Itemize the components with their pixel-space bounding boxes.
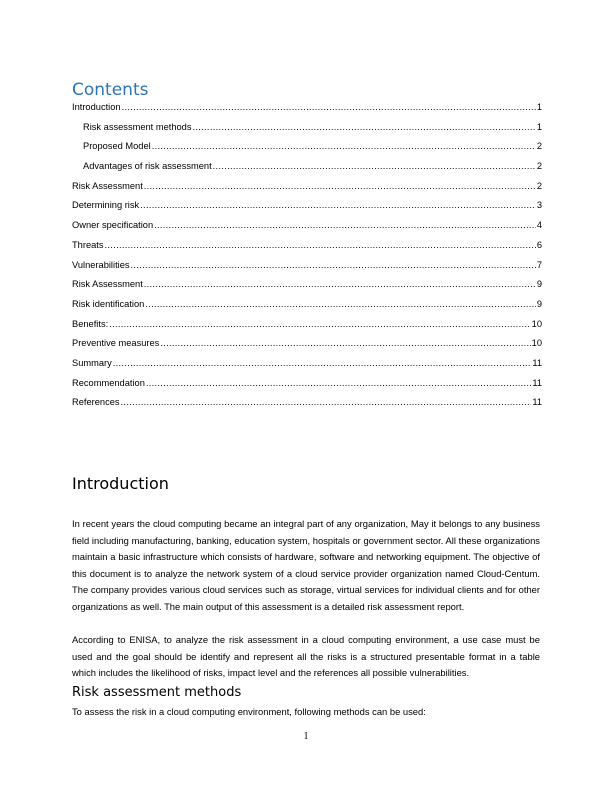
introduction-heading: Introduction [72,474,169,493]
toc-leader-dots [145,299,535,309]
toc-entry-proposed-model[interactable] [72,141,542,161]
toc-entry-label: Threats [72,239,104,250]
toc-entry-risk-assessment-methods[interactable] [72,122,542,142]
toc-entry-page: 2 [536,161,542,172]
toc-entry-page: 9 [536,279,542,290]
toc-entry-risk-assessment-2[interactable] [72,279,542,299]
toc-entry-page: 7 [536,259,542,270]
toc-entry-threats[interactable] [72,240,542,260]
toc-entry-label: Risk identification [72,298,145,309]
toc-entry-page: 1 [536,121,542,132]
toc-entry-label: Recommendation [72,377,145,388]
toc-entry-page: 11 [532,397,542,408]
toc-leader-dots [121,397,532,407]
toc-entry-risk-identification[interactable] [72,299,542,319]
toc-leader-dots [109,319,530,329]
toc-entry-label: Summary [72,357,112,368]
toc-entry-label: Risk Assessment [72,279,143,290]
toc-entry-determining-risk[interactable] [72,200,542,220]
toc-entry-page: 4 [536,220,542,231]
toc-entry-page: 9 [536,298,542,309]
introduction-paragraph-1: In recent years the cloud computing became an integral part of any organization, May it belongs to any business field including manufacturing, banking, education system, hospitals or government sector. All these organizations maintain a basic infrastructure which consists of hardware, software and networking equipment. The objective of this document is to analyze the network system of a cloud service provider organization named Cloud-Centum. The company provides various cloud services such as storage, virtual services for individual clients and for other organizations as well. The main output of this assessment is a detailed risk assessment report. [72,518,540,612]
toc-entry-label: Determining risk [72,200,140,211]
toc-entry-label: Risk Assessment [72,180,143,191]
risk-methods-heading: Risk assessment methods [72,685,242,700]
toc-leader-dots [146,378,531,388]
toc-entry-label: Preventive measures [72,338,160,349]
page-number: 1 [303,731,309,742]
toc-leader-dots [122,102,536,112]
toc-entry-risk-assessment[interactable] [72,181,542,201]
toc-entry-vulnerabilities[interactable] [72,260,542,280]
toc-entry-page: 11 [532,377,542,388]
toc-entry-label: Introduction [72,102,121,112]
toc-leader-dots [105,240,536,250]
toc-entry-page: 3 [536,200,542,211]
toc-entry-page: 2 [536,141,542,152]
toc-entry-references[interactable] [72,397,542,417]
toc-leader-dots [144,279,536,289]
toc-leader-dots [213,161,536,171]
toc-leader-dots [131,260,536,270]
toc-entry-benefits[interactable] [72,319,542,339]
toc-entry-label: Benefits: [72,318,109,329]
table-of-contents [72,102,542,417]
toc-entry-page: 2 [536,180,542,191]
toc-entry-page: 10 [531,338,542,349]
toc-entry-label: Proposed Model [83,141,151,152]
toc-entry-recommendation[interactable] [72,378,542,398]
toc-leader-dots [144,181,536,191]
toc-title: Contents [72,80,149,100]
toc-entry-page: 6 [536,239,542,250]
risk-methods-paragraph: To assess the risk in a cloud computing environment, following methods can be used: [72,706,426,717]
toc-entry-label: Owner specification [72,220,154,231]
toc-entry-introduction[interactable] [72,102,542,122]
toc-entry-page: 11 [532,357,542,368]
toc-leader-dots [193,122,536,132]
toc-leader-dots [154,220,536,230]
toc-entry-label: Advantages of risk assessment [83,161,212,172]
toc-entry-preventive-measures[interactable] [72,338,542,358]
toc-entry-label: Risk assessment methods [83,121,192,132]
toc-entry-page: 1 [536,102,542,112]
toc-entry-page: 10 [531,318,542,329]
introduction-paragraph-2: According to ENISA, to analyze the risk assessment in a cloud computing environment, a use case must be used and the goal should be identify and represent all the risks is a structured presentable format in a table which includes the likelihood of risks, impact level and the references all possible vulnerabilities. [72,634,540,678]
toc-leader-dots [160,338,530,348]
toc-entry-label: References [72,397,120,408]
toc-entry-advantages[interactable] [72,161,542,181]
toc-leader-dots [152,141,536,151]
toc-entry-label: Vulnerabilities [72,259,130,270]
toc-entry-owner-specification[interactable] [72,220,542,240]
toc-entry-summary[interactable] [72,358,542,378]
toc-leader-dots [140,200,536,210]
toc-leader-dots [113,358,532,368]
